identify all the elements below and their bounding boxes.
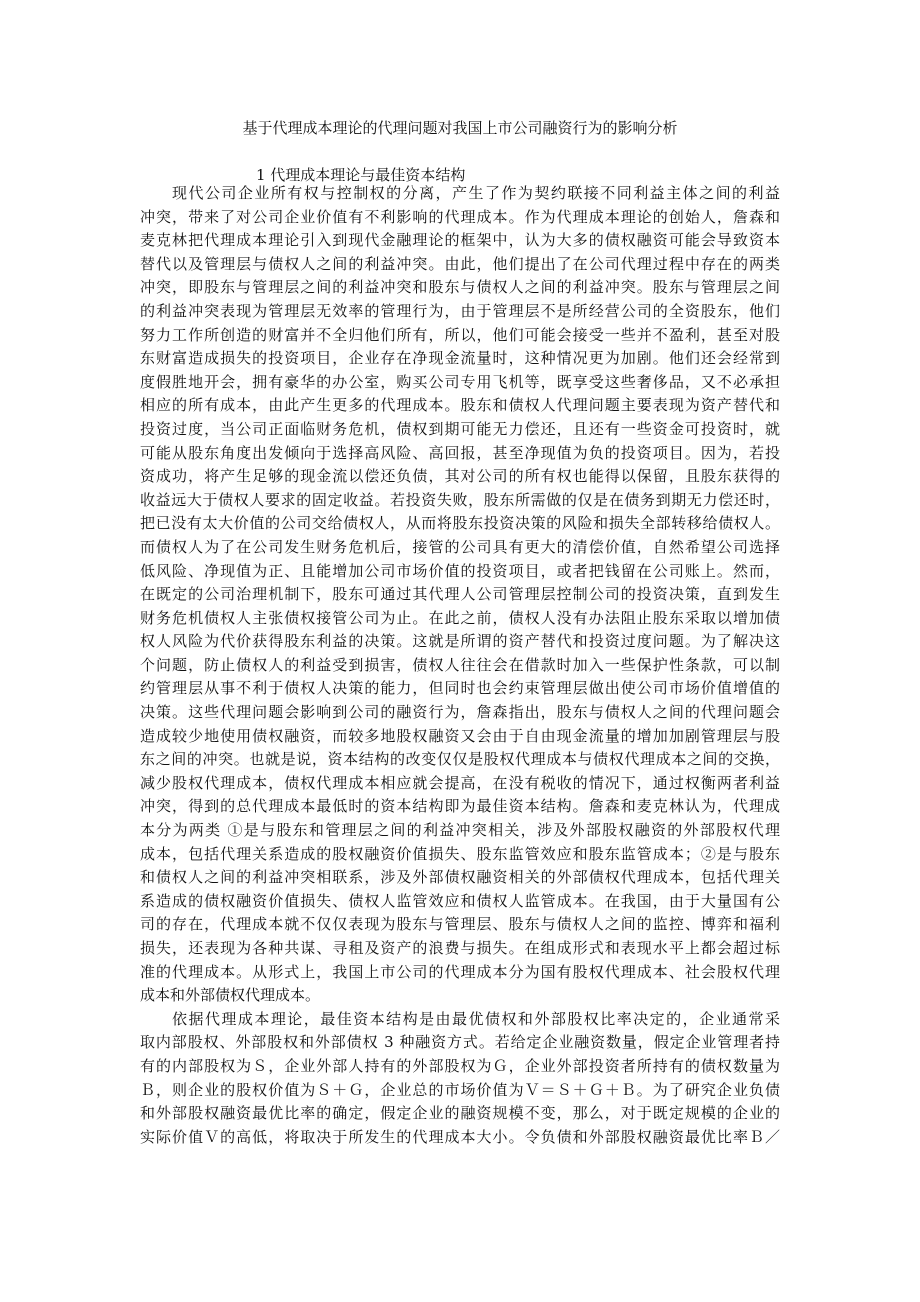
paragraph-line: 约管理层从事不利于债权人决策的能力，但同时也会约束管理层做出使公司市场价值增值的 [140,679,780,698]
paragraph-line: 造成较少地使用债权融资，而较多地股权融资又会由于自由现金流量的增加加剧管理层与股 [140,726,780,745]
paragraph-line: 权人风险为代价获得股东利益的决策。这就是所谓的资产替代和投资过度问题。为了解决这 [140,632,780,651]
paragraph-line: 相应的所有成本，由此产生更多的代理成本。股东和债权人代理问题主要表现为资产替代和 [140,396,780,415]
paragraph-line: 损失，还表现为各种共谋、寻租及资产的浪费与损失。在组成形式和表现水平上都会超过标 [140,939,780,957]
paragraph-line: 替代以及管理层与债权人之间的利益冲突。由此，他们提出了在公司代理过程中存在的两类 [140,254,780,273]
paragraph-line: 减少股权代理成本，债权代理成本相应就会提高，在没有税收的情况下，通过权衡两者利益 [140,773,780,792]
paragraph-line: 有的内部股权为Ｓ，企业外部人持有的外部股权为Ｇ，企业外部投资者所持有的债权数量为 [140,1056,780,1075]
paragraph-line: 取内部股权、外部股权和外部债权 3 种融资方式。若给定企业融资数量，假定企业管理者持 [140,1033,780,1052]
document-body [140,182,780,1149]
paragraph-line: 把已没有太大价值的公司交给债权人，从而将股东投资决策的风险和损失全部转移给债权人。 [140,514,780,533]
paragraph-line: 成本和外部债权代理成本。 [140,986,321,1005]
paragraph-line: 和外部股权融资最优比率的确定，假定企业的融资规模不变，那么，对于既定规模的企业的 [140,1104,780,1123]
paragraph-line: 而债权人为了在公司发生财务危机后，接管的公司具有更大的清偿价值，自然希望公司选择 [140,537,780,556]
paragraph-line: 财务危机债权人主张债权接管公司为止。在此之前，债权人没有办法阻止股东采取以增加债 [140,608,780,627]
paragraph-line: 冲突，带来了对公司企业价值有不利影响的代理成本。作为代理成本理论的创始人，詹森和 [140,207,780,226]
paragraph-line: Ｂ，则企业的股权价值为Ｓ＋Ｇ，企业总的市场价值为Ｖ＝Ｓ＋Ｇ＋Ｂ。为了研究企业负债 [140,1080,780,1099]
paragraph-line: 实际价值Ｖ的高低，将取决于所发生的代理成本大小。令负债和外部股权融资最优比率Ｂ／ [140,1127,780,1146]
paragraph-line: 个问题，防止债权人的利益受到损害，债权人往往会在借款时加入一些保护性条款，可以制 [140,655,780,674]
paragraph-line: 低风险、净现值为正、且能增加公司市场价值的投资项目，或者把钱留在公司账上。然而， [140,561,780,580]
paragraph-line: 系造成的债权融资价值损失、债权人监管效应和债权人监管成本。在我国，由于大量国有公 [140,891,780,910]
paragraph-line: 冲突，即股东与管理层之间的利益冲突和股东与债权人之间的利益冲突。股东与管理层之间 [140,278,780,297]
paragraph-line: 度假胜地开会，拥有豪华的办公室，购买公司专用飞机等，既享受这些奢侈品，又不必承担 [140,372,780,391]
paragraph-line: 决策。这些代理问题会影响到公司的融资行为，詹森指出，股东与债权人之间的代理问题会 [140,703,780,722]
paragraph-line: 和债权人之间的利益冲突相联系，涉及外部债权融资相关的外部债权代理成本，包括代理关 [140,868,780,887]
paragraph-line: 依据代理成本理论，最佳资本结构是由最优债权和外部股权比率决定的，企业通常采 [172,1009,780,1028]
paragraph-line: 收益远大于债权人要求的固定收益。若投资失败，股东所需做的仅是在债务到期无力偿还时， [140,490,780,509]
paragraph-line: 可能从股东角度出发倾向于选择高风险、高回报，甚至净现值为负的投资项目。因为，若投 [140,443,780,462]
paragraph-line: 冲突，得到的总代理成本最低时的资本结构即为最佳资本结构。詹森和麦克林认为，代理成 [140,797,780,816]
document-title: 基于代理成本理论的代理问题对我国上市公司融资行为的影响分析 [242,119,678,137]
paragraph-line: 投资过度，当公司正面临财务危机，债权到期可能无力偿还，且还有一些资金可投资时，就 [140,419,780,438]
paragraph-line: 现代公司企业所有权与控制权的分离，产生了作为契约联接不同利益主体之间的利益 [172,184,780,202]
paragraph [140,182,780,1008]
paragraph-line: 的利益冲突表现为管理层无效率的管理行为，由于管理层不是所经营公司的全资股东，他们 [140,301,780,320]
paragraph-line: 麦克林把代理成本理论引入到现代金融理论的框架中，认为大多的债权融资可能会导致资本 [140,231,780,250]
paragraph-line: 准的代理成本。从形式上，我国上市公司的代理成本分为国有股权代理成本、社会股权代理 [140,962,780,981]
paragraph-line: 资成功，将产生足够的现金流以偿还负债，其对公司的所有权也能得以保留，且股东获得的 [140,467,780,486]
paragraph-line: 成本，包括代理关系造成的股权融资价值损失、股东监管效应和股东监管成本；②是与股东 [140,844,780,863]
paragraph [140,1008,780,1150]
section-heading: 1 代理成本理论与最佳资本结构 [256,166,466,184]
paragraph-line: 努力工作所创造的财富并不全归他们所有，所以，他们可能会接受一些并不盈利，甚至对股 [140,325,780,344]
paragraph-line: 东财富造成损失的投资项目，企业存在净现金流量时，这种情况更为加剧。他们还会经常到 [140,349,780,368]
paragraph-line: 东之间的冲突。也就是说，资本结构的改变仅仅是股权代理成本与债权代理成本之间的交换， [140,750,780,769]
paragraph-line: 本分为两类 ①是与股东和管理层之间的利益冲突相关，涉及外部股权融资的外部股权代理 [140,821,780,840]
paragraph-line: 在既定的公司治理机制下，股东可通过其代理人公司管理层控制公司的投资决策，直到发生 [140,585,780,604]
paragraph-line: 司的存在，代理成本就不仅仅表现为股东与管理层、股东与债权人之间的监控、博弈和福利 [140,915,780,934]
